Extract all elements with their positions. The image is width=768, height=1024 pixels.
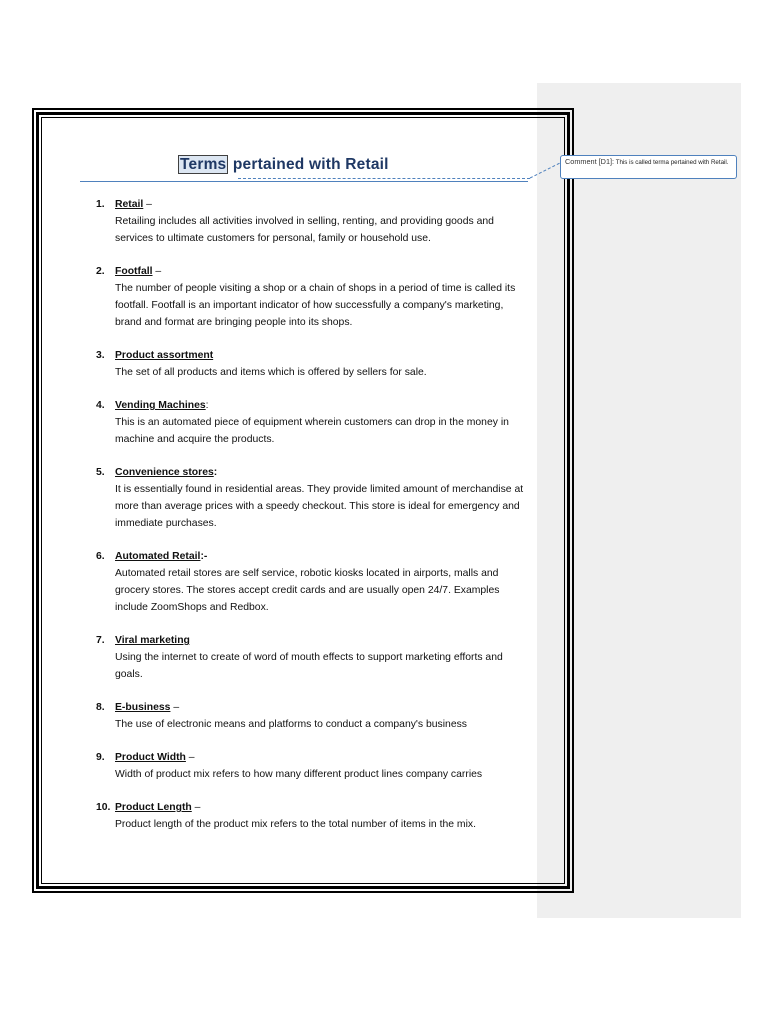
term-name: Automated Retail bbox=[115, 551, 201, 562]
term-item bbox=[96, 347, 528, 381]
term-item bbox=[96, 397, 528, 448]
term-separator: – bbox=[170, 702, 180, 713]
term-separator: – bbox=[185, 752, 195, 763]
term-separator: : bbox=[205, 400, 209, 411]
term-item bbox=[96, 799, 528, 833]
commented-word[interactable]: Terms bbox=[180, 156, 227, 173]
term-description: This is an automated piece of equipment wherein customers can drop in the money in machine and acquire the products. bbox=[115, 417, 509, 445]
term-item bbox=[96, 196, 528, 247]
term-number: 5. bbox=[96, 467, 105, 478]
comment-balloon[interactable] bbox=[560, 155, 737, 179]
term-name: Convenience stores bbox=[115, 467, 214, 478]
terms-list bbox=[96, 196, 528, 849]
term-number: 6. bbox=[96, 551, 105, 562]
term-item bbox=[96, 464, 528, 532]
term-description: The set of all products and items which is offered by sellers for sale. bbox=[115, 367, 427, 378]
term-separator: – bbox=[143, 199, 152, 210]
term-name: Footfall bbox=[115, 266, 153, 277]
term-item bbox=[96, 749, 528, 783]
term-description: Product length of the product mix refers to the total number of items in the mix. bbox=[115, 819, 476, 830]
term-item bbox=[96, 263, 528, 331]
term-number: 1. bbox=[96, 199, 105, 210]
term-name: Retail bbox=[115, 199, 144, 210]
term-description: The use of electronic means and platforms to conduct a company's business bbox=[115, 719, 467, 730]
term-name: Viral marketing bbox=[115, 635, 190, 646]
term-number: 9. bbox=[96, 752, 105, 763]
term-number: 3. bbox=[96, 350, 105, 361]
term-description: Using the internet to create of word of mouth effects to support marketing efforts and goals. bbox=[115, 652, 503, 680]
term-description: Width of product mix refers to how many different product lines company carries bbox=[115, 769, 483, 780]
term-description: The number of people visiting a shop or a chain of shops in a period of time is called its footfall. Footfall is an important indicator of how successfully a company's marketing, brand and format are bringing people into its shops. bbox=[115, 283, 516, 328]
term-number: 2. bbox=[96, 266, 105, 277]
term-separator: : bbox=[213, 467, 218, 478]
term-name: Product Length bbox=[115, 802, 192, 813]
term-item bbox=[96, 699, 528, 733]
term-item bbox=[96, 632, 528, 683]
term-name: Vending Machines bbox=[115, 400, 206, 411]
term-description: Automated retail stores are self service, robotic kiosks located in airports, malls and grocery stores. The stores accept credit cards and are usually open 24/7. Examples include ZoomShops and Redbox. bbox=[115, 568, 500, 613]
term-description: It is essentially found in residential areas. They provide limited amount of merchandise at more than average prices with a speedy checkout. This store is ideal for emergency and immediate purchases. bbox=[115, 484, 524, 529]
term-description: Retailing includes all activities involved in selling, renting, and providing goods and services to ultimate customers for personal, family or household use. bbox=[115, 216, 494, 244]
term-number: 4. bbox=[96, 400, 105, 411]
term-item bbox=[96, 548, 528, 616]
term-name: Product assortment bbox=[115, 350, 214, 361]
title-rest: pertained with Retail bbox=[228, 156, 389, 173]
term-separator: :- bbox=[200, 551, 208, 562]
term-name: E-business bbox=[115, 702, 171, 713]
term-number: 8. bbox=[96, 702, 105, 713]
comment-reference: Comment [D1]: bbox=[565, 157, 615, 166]
term-number: 10. bbox=[96, 802, 111, 813]
comment-text: This is called terma pertained with Retail. bbox=[615, 159, 729, 166]
term-name: Product Width bbox=[115, 752, 186, 763]
term-separator: – bbox=[191, 802, 201, 813]
term-separator: – bbox=[152, 266, 162, 277]
term-number: 7. bbox=[96, 635, 105, 646]
